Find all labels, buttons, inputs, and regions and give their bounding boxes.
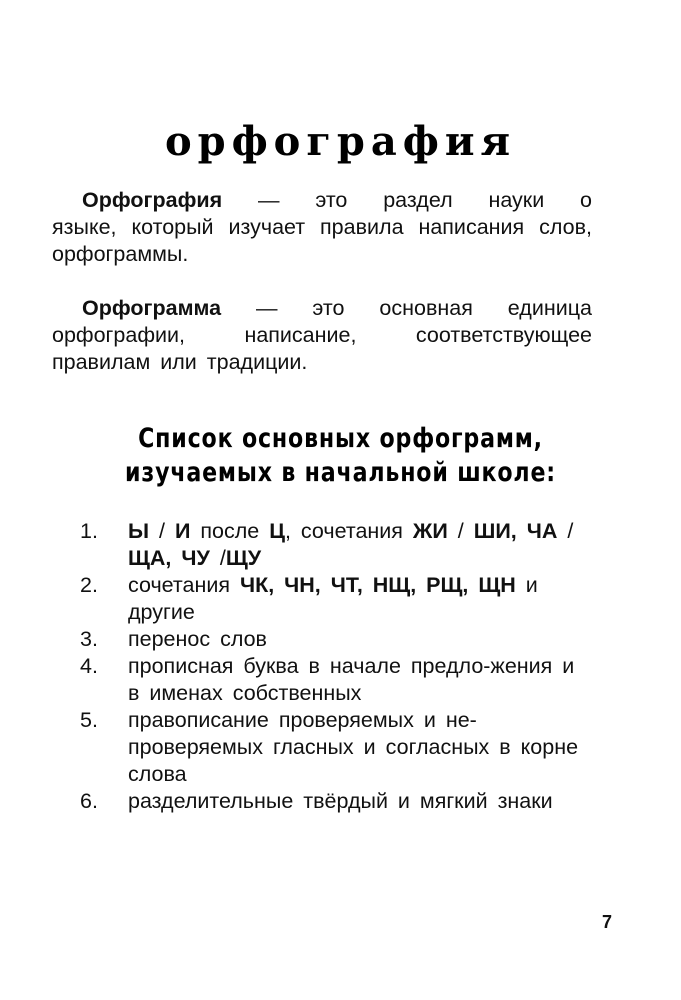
- definition-term: Орфограмма: [82, 296, 222, 320]
- bold-spelling: Ы: [128, 519, 150, 543]
- list-item-number: 6.: [80, 789, 98, 813]
- orthogram-list: [80, 518, 592, 815]
- list-item-text: разделительные твёрдый и мягкий знаки: [128, 789, 553, 813]
- definition-dash: —: [257, 188, 280, 212]
- bold-spelling: ЧК, ЧН, ЧТ, НЩ, РЩ, ЩН: [239, 573, 516, 597]
- list-heading-line1: Список основных орфограмм,: [138, 423, 543, 454]
- definition-rest: орфографии, написание, соответствующее правилам или традиции.: [52, 323, 592, 374]
- list-item: [80, 572, 592, 626]
- definition-first-line: [52, 187, 592, 214]
- list-item-number: 2.: [80, 573, 98, 597]
- page-title: орфография: [164, 118, 517, 165]
- definition-line1: это раздел науки о: [315, 188, 592, 212]
- list-item-text: Ы / И после Ц, сочетания ЖИ / ШИ, ЧА / ЩА, ЧУ /ЩУ: [128, 519, 574, 570]
- list-item-number: 1.: [80, 519, 98, 543]
- list-item-text: сочетания ЧК, ЧН, ЧТ, НЩ, РЩ, ЩН и другие: [128, 573, 538, 624]
- definition-orthography: [52, 187, 592, 268]
- list-item: [80, 518, 592, 572]
- list-heading: [61, 422, 619, 490]
- list-item: [80, 653, 592, 707]
- list-item-text: правописание проверяемых и не-проверяемых гласных и согласных в корне слова: [128, 708, 579, 786]
- list-item-text: перенос слов: [128, 627, 267, 651]
- definitions-block: [52, 187, 592, 403]
- list-item-number: 3.: [80, 627, 98, 651]
- list-item: [80, 788, 592, 815]
- list-item: [80, 707, 592, 788]
- list-item-number: 4.: [80, 654, 98, 678]
- page-number: 7: [602, 912, 613, 932]
- bold-spelling: ШИ, ЧА: [473, 519, 558, 543]
- list-item: [80, 626, 592, 653]
- definition-line1: это основная единица: [312, 296, 592, 320]
- bold-spelling: ЩА, ЧУ: [128, 546, 210, 570]
- list-item-text: прописная буква в начале предло-жения и в именах собственных: [128, 654, 575, 705]
- bold-spelling: И: [174, 519, 191, 543]
- definition-term: Орфография: [82, 188, 223, 212]
- definition-dash: —: [255, 296, 278, 320]
- bold-spelling: ЩУ: [225, 546, 262, 570]
- definition-rest: языке, который изучает правила написания слов, орфограммы.: [52, 215, 592, 266]
- list-heading-line2: изучаемых в начальной школе:: [125, 457, 556, 488]
- definition-first-line: [52, 295, 592, 322]
- definition-orthogram: [52, 295, 592, 376]
- bold-spelling: ЖИ: [412, 519, 448, 543]
- list-item-number: 5.: [80, 708, 98, 732]
- bold-spelling: Ц: [269, 519, 285, 543]
